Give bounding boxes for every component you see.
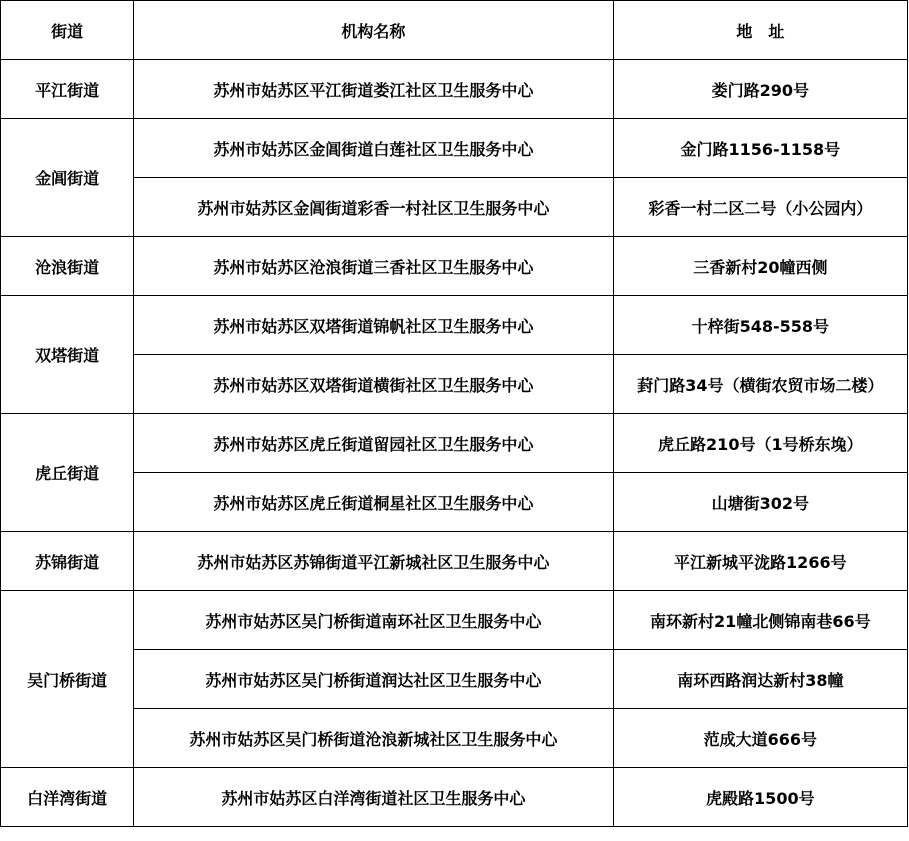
address-cell: 十梓街548-558号 (613, 296, 907, 355)
header-address: 地 址 (613, 1, 907, 60)
institution-cell: 苏州市姑苏区吴门桥街道润达社区卫生服务中心 (134, 650, 614, 709)
table-row (1, 178, 908, 237)
institution-cell: 苏州市姑苏区苏锦街道平江新城社区卫生服务中心 (134, 532, 614, 591)
address-cell: 虎殿路1500号 (613, 768, 907, 827)
street-cell: 吴门桥街道 (1, 591, 134, 768)
table-row (1, 414, 908, 473)
table-row (1, 650, 908, 709)
address-cell: 三香新村20幢西侧 (613, 237, 907, 296)
table-row (1, 119, 908, 178)
address-cell: 娄门路290号 (613, 60, 907, 119)
institution-cell: 苏州市姑苏区双塔街道横街社区卫生服务中心 (134, 355, 614, 414)
street-cell: 苏锦街道 (1, 532, 134, 591)
institution-cell: 苏州市姑苏区虎丘街道留园社区卫生服务中心 (134, 414, 614, 473)
street-cell: 虎丘街道 (1, 414, 134, 532)
table-row (1, 709, 908, 768)
address-cell: 金门路1156-1158号 (613, 119, 907, 178)
table-row (1, 473, 908, 532)
address-cell: 虎丘路210号（1号桥东堍） (613, 414, 907, 473)
table-header-row (1, 1, 908, 60)
street-cell: 金阊街道 (1, 119, 134, 237)
address-cell: 范成大道666号 (613, 709, 907, 768)
institution-cell: 苏州市姑苏区沧浪街道三香社区卫生服务中心 (134, 237, 614, 296)
table-row (1, 237, 908, 296)
institution-cell: 苏州市姑苏区双塔街道锦帆社区卫生服务中心 (134, 296, 614, 355)
address-cell: 彩香一村二区二号（小公园内） (613, 178, 907, 237)
institution-cell: 苏州市姑苏区吴门桥街道南环社区卫生服务中心 (134, 591, 614, 650)
institution-cell: 苏州市姑苏区平江街道娄江社区卫生服务中心 (134, 60, 614, 119)
table-row (1, 532, 908, 591)
table-row (1, 591, 908, 650)
header-institution: 机构名称 (134, 1, 614, 60)
table-row (1, 768, 908, 827)
street-cell: 平江街道 (1, 60, 134, 119)
institution-cell: 苏州市姑苏区白洋湾街道社区卫生服务中心 (134, 768, 614, 827)
address-cell: 南环新村21幢北侧锦南巷66号 (613, 591, 907, 650)
table-row (1, 296, 908, 355)
street-cell: 白洋湾街道 (1, 768, 134, 827)
address-cell: 葑门路34号（横街农贸市场二楼） (613, 355, 907, 414)
address-cell: 平江新城平泷路1266号 (613, 532, 907, 591)
institution-cell: 苏州市姑苏区吴门桥街道沧浪新城社区卫生服务中心 (134, 709, 614, 768)
header-street: 街道 (1, 1, 134, 60)
institution-cell: 苏州市姑苏区金阊街道白莲社区卫生服务中心 (134, 119, 614, 178)
street-cell: 沧浪街道 (1, 237, 134, 296)
institution-cell: 苏州市姑苏区虎丘街道桐星社区卫生服务中心 (134, 473, 614, 532)
institution-cell: 苏州市姑苏区金阊街道彩香一村社区卫生服务中心 (134, 178, 614, 237)
address-cell: 山塘街302号 (613, 473, 907, 532)
table-row (1, 355, 908, 414)
address-cell: 南环西路润达新村38幢 (613, 650, 907, 709)
street-cell: 双塔街道 (1, 296, 134, 414)
table-row (1, 60, 908, 119)
